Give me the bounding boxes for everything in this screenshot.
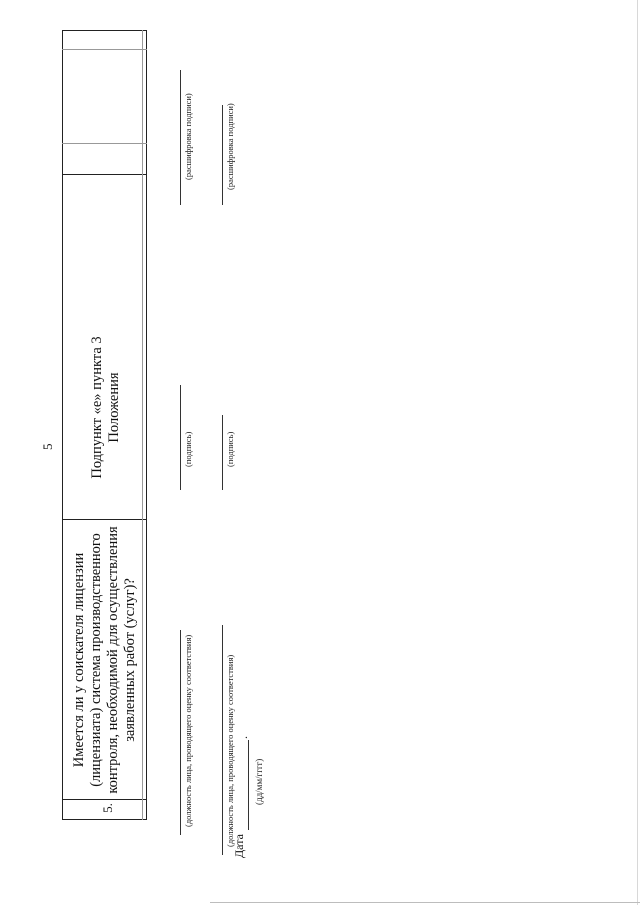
transcript-caption: (расшифровка подписи) bbox=[183, 93, 193, 180]
transcript-caption: (расшифровка подписи) bbox=[225, 103, 235, 190]
position-caption: (должность лица, проводящего оценку соответствия) bbox=[183, 634, 193, 827]
page-number: 5 bbox=[40, 443, 55, 450]
row-number: 5. bbox=[99, 803, 115, 813]
column-divider bbox=[62, 49, 147, 50]
transcript-line bbox=[222, 105, 223, 205]
question-text: Имеется ли у соискателя лицензии (лицензиата) система производственного контроля, необходимой для осуществления заявленных работ (услуг)? bbox=[70, 526, 138, 794]
column-divider bbox=[62, 143, 147, 144]
date-label: Дата bbox=[232, 834, 246, 858]
position-caption: (должность лица, проводящего оценку соответствия) bbox=[225, 654, 235, 847]
signature-line bbox=[180, 385, 181, 490]
date-line bbox=[248, 740, 249, 830]
date-format-caption: (дд/мм/гггг) bbox=[254, 758, 264, 805]
signature-caption: (подпись) bbox=[225, 431, 235, 467]
requirements-table bbox=[62, 30, 147, 820]
table-border-right bbox=[62, 30, 147, 31]
transcript-line bbox=[180, 70, 181, 205]
reference-text: Подпункт «е» пункта 3 Положения bbox=[88, 336, 122, 479]
position-line bbox=[180, 630, 181, 835]
signature-caption: (подпись) bbox=[183, 431, 193, 467]
signature-line bbox=[222, 415, 223, 490]
reference-cell bbox=[62, 175, 147, 520]
position-line bbox=[222, 625, 223, 855]
date-dot: . bbox=[236, 736, 250, 739]
